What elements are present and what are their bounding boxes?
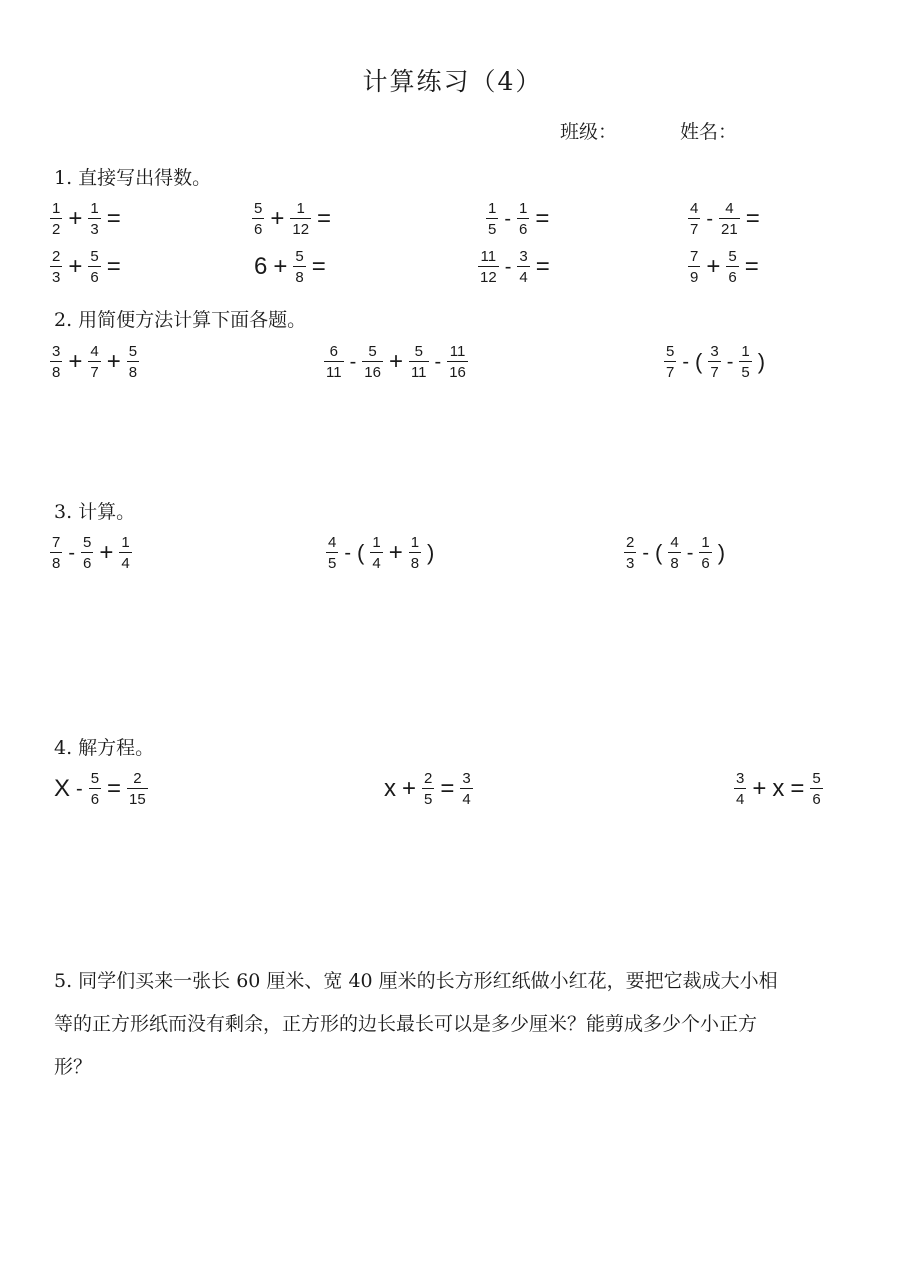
section-2-heading: 2. 用简便方法计算下面各题。 [54, 309, 307, 331]
numerator: 5 [295, 248, 304, 265]
denominator: 15 [127, 788, 148, 807]
operator: - [706, 208, 714, 230]
numerator: 1 [372, 534, 381, 551]
equals-sign: = [744, 253, 759, 280]
fraction [50, 535, 62, 571]
fraction [478, 249, 499, 285]
fraction [127, 344, 139, 380]
s1-row2-expr-1 [50, 249, 121, 285]
equals-sign: = [106, 205, 121, 232]
operator: + [752, 775, 767, 802]
denominator: 11 [324, 361, 344, 380]
variable: X [54, 775, 71, 802]
operator: - [504, 256, 512, 278]
numerator: 7 [52, 534, 61, 551]
s2-expr-2 [324, 344, 468, 380]
denominator: 4 [370, 552, 382, 571]
numerator: 5 [728, 248, 737, 265]
fraction [324, 344, 344, 380]
denominator: 8 [293, 266, 305, 285]
word-problem-line-3: 形？ [54, 1056, 93, 1078]
denominator: 12 [290, 218, 311, 237]
numerator: 1 [741, 343, 750, 360]
fraction [290, 201, 311, 237]
numerator: 11 [449, 343, 466, 360]
denominator: 21 [719, 218, 740, 237]
equals-sign: = [745, 205, 760, 232]
fraction [88, 249, 100, 285]
fraction [127, 771, 148, 807]
operator: - [344, 542, 352, 564]
numerator: 1 [488, 200, 497, 217]
denominator: 4 [119, 552, 131, 571]
denominator: 7 [88, 361, 100, 380]
left-paren: ( [357, 540, 365, 565]
operator: - [686, 542, 694, 564]
fraction [668, 535, 680, 571]
denominator: 2 [50, 218, 62, 237]
operator: + [402, 775, 417, 802]
equals-sign: = [317, 205, 332, 232]
numerator: 2 [133, 770, 142, 787]
section-4-heading: 4. 解方程。 [54, 737, 155, 759]
numerator: 4 [670, 534, 679, 551]
denominator: 6 [89, 788, 101, 807]
class-label: 班级： [560, 121, 618, 143]
fraction [739, 344, 751, 380]
denominator: 4 [517, 266, 529, 285]
numerator: 1 [410, 534, 420, 551]
numerator: 5 [368, 343, 377, 360]
numerator: 5 [812, 770, 821, 787]
left-paren: ( [655, 540, 663, 565]
denominator: 4 [460, 788, 472, 807]
operator: - [726, 351, 734, 373]
s1-row1-expr-2 [252, 201, 331, 237]
fraction [517, 201, 529, 237]
denominator: 8 [409, 552, 421, 571]
denominator: 3 [88, 218, 100, 237]
denominator: 6 [810, 788, 822, 807]
name-label: 姓名： [680, 121, 738, 143]
numerator: 6 [329, 343, 338, 360]
denominator: 6 [81, 552, 93, 571]
denominator: 7 [688, 218, 700, 237]
fraction [293, 249, 305, 285]
fraction [50, 201, 62, 237]
fraction [460, 771, 472, 807]
operator: - [349, 351, 357, 373]
fraction [326, 535, 338, 571]
denominator: 16 [362, 361, 383, 380]
numerator: 11 [480, 248, 497, 265]
numerator: 2 [52, 248, 61, 265]
variable: x [384, 775, 396, 802]
word-problem [54, 960, 854, 1089]
operator: - [642, 542, 650, 564]
operator: + [706, 253, 721, 280]
denominator: 8 [127, 361, 139, 380]
numerator: 5 [128, 343, 138, 360]
fraction [370, 535, 382, 571]
fraction [88, 201, 100, 237]
fraction [699, 535, 711, 571]
s1-row1-expr-4 [688, 201, 760, 237]
operator: + [68, 348, 83, 375]
operator: - [76, 778, 83, 800]
equals-sign: = [440, 775, 455, 802]
denominator: 5 [739, 361, 751, 380]
fraction [252, 201, 264, 237]
fraction [726, 249, 738, 285]
numerator: 1 [519, 200, 528, 217]
operator: - [682, 351, 690, 373]
operator: + [106, 348, 121, 375]
equals-sign: = [790, 775, 805, 802]
fraction [422, 771, 434, 807]
fraction [50, 249, 62, 285]
operator: + [68, 205, 83, 232]
denominator: 6 [88, 266, 100, 285]
denominator: 16 [447, 361, 468, 380]
numerator: 1 [121, 534, 130, 551]
fraction [810, 771, 822, 807]
numerator: 5 [90, 248, 99, 265]
s1-row1-expr-1 [50, 201, 121, 237]
denominator: 8 [668, 552, 680, 571]
s3-expr-1 [50, 535, 132, 571]
fraction [719, 201, 740, 237]
numerator: 5 [83, 534, 92, 551]
denominator: 11 [409, 361, 429, 380]
denominator: 5 [422, 788, 434, 807]
fraction [447, 344, 468, 380]
operator: + [388, 348, 403, 375]
fraction [708, 344, 720, 380]
fraction [688, 201, 700, 237]
right-paren: ) [717, 540, 726, 565]
s4-equation-3 [734, 771, 823, 807]
s1-row2-expr-3 [478, 249, 550, 285]
page-title: 计算练习（4） [362, 67, 543, 96]
equals-sign: = [107, 775, 122, 802]
numerator: 2 [424, 770, 433, 787]
fraction [734, 771, 746, 807]
s3-expr-3 [624, 535, 725, 571]
denominator: 7 [664, 361, 676, 380]
denominator: 8 [50, 361, 62, 380]
numerator: 5 [90, 770, 100, 787]
right-paren: ) [757, 349, 766, 374]
operator: - [504, 208, 512, 230]
equals-sign: = [535, 205, 550, 232]
operator: + [273, 253, 288, 280]
numerator: 3 [462, 770, 471, 787]
denominator: 6 [699, 552, 711, 571]
whole-number: 6 [254, 253, 268, 280]
s2-expr-3 [664, 344, 765, 380]
fraction [362, 344, 383, 380]
fraction [517, 249, 529, 285]
s2-expr-1 [50, 344, 139, 380]
numerator: 7 [690, 248, 699, 265]
numerator: 3 [519, 248, 528, 265]
equals-sign: = [535, 253, 550, 280]
operator: - [434, 351, 442, 373]
numerator: 1 [90, 200, 99, 217]
denominator: 6 [726, 266, 738, 285]
operator: + [388, 539, 403, 566]
word-problem-line-1: 5. 同学们买来一张长 60 厘米、宽 40 厘米的长方形红纸做小红花，要把它裁成大小相 [54, 970, 778, 992]
word-problem-line-2: 等的正方形纸而没有剩余，正方形的边长最长可以是多少厘米？能剪成多少个小正方 [54, 1013, 758, 1035]
operator: + [270, 205, 285, 232]
s4-equation-2 [384, 771, 473, 807]
fraction [664, 344, 676, 380]
operator: + [99, 539, 114, 566]
denominator: 3 [50, 266, 62, 285]
numerator: 3 [52, 343, 61, 360]
denominator: 9 [688, 266, 700, 285]
numerator: 4 [690, 200, 699, 217]
numerator: 4 [725, 200, 734, 217]
equals-sign: = [311, 253, 326, 280]
section-1-heading: 1. 直接写出得数。 [54, 167, 212, 189]
s1-row2-expr-2 [254, 249, 326, 285]
numerator: 3 [736, 770, 745, 787]
numerator: 5 [254, 200, 263, 217]
fraction [688, 249, 700, 285]
denominator: 6 [252, 218, 264, 237]
denominator: 5 [486, 218, 498, 237]
fraction [409, 535, 421, 571]
fraction [81, 535, 93, 571]
denominator: 12 [478, 266, 499, 285]
equals-sign: = [106, 253, 121, 280]
operator: + [68, 253, 83, 280]
fraction [409, 344, 429, 380]
numerator: 5 [666, 343, 675, 360]
fraction [119, 535, 131, 571]
denominator: 3 [624, 552, 636, 571]
numerator: 5 [414, 343, 423, 360]
operator: - [68, 542, 76, 564]
s1-row1-expr-3 [486, 201, 549, 237]
numerator: 4 [90, 343, 99, 360]
denominator: 7 [708, 361, 720, 380]
numerator: 3 [710, 343, 719, 360]
right-paren: ) [427, 540, 435, 565]
fraction [486, 201, 498, 237]
numerator: 1 [296, 200, 305, 217]
fraction [89, 771, 101, 807]
numerator: 1 [701, 534, 710, 551]
denominator: 4 [734, 788, 746, 807]
variable: x [772, 775, 785, 802]
numerator: 2 [626, 534, 635, 551]
fraction [88, 344, 100, 380]
numerator: 4 [328, 534, 337, 551]
s1-row2-expr-4 [688, 249, 759, 285]
numerator: 1 [52, 200, 61, 217]
denominator: 5 [326, 552, 338, 571]
fraction [624, 535, 636, 571]
s3-expr-2 [326, 535, 434, 571]
left-paren: ( [695, 349, 703, 374]
denominator: 6 [517, 218, 529, 237]
denominator: 8 [50, 552, 62, 571]
section-3-heading: 3. 计算。 [54, 501, 136, 523]
s4-equation-1 [54, 771, 148, 807]
fraction [50, 344, 62, 380]
